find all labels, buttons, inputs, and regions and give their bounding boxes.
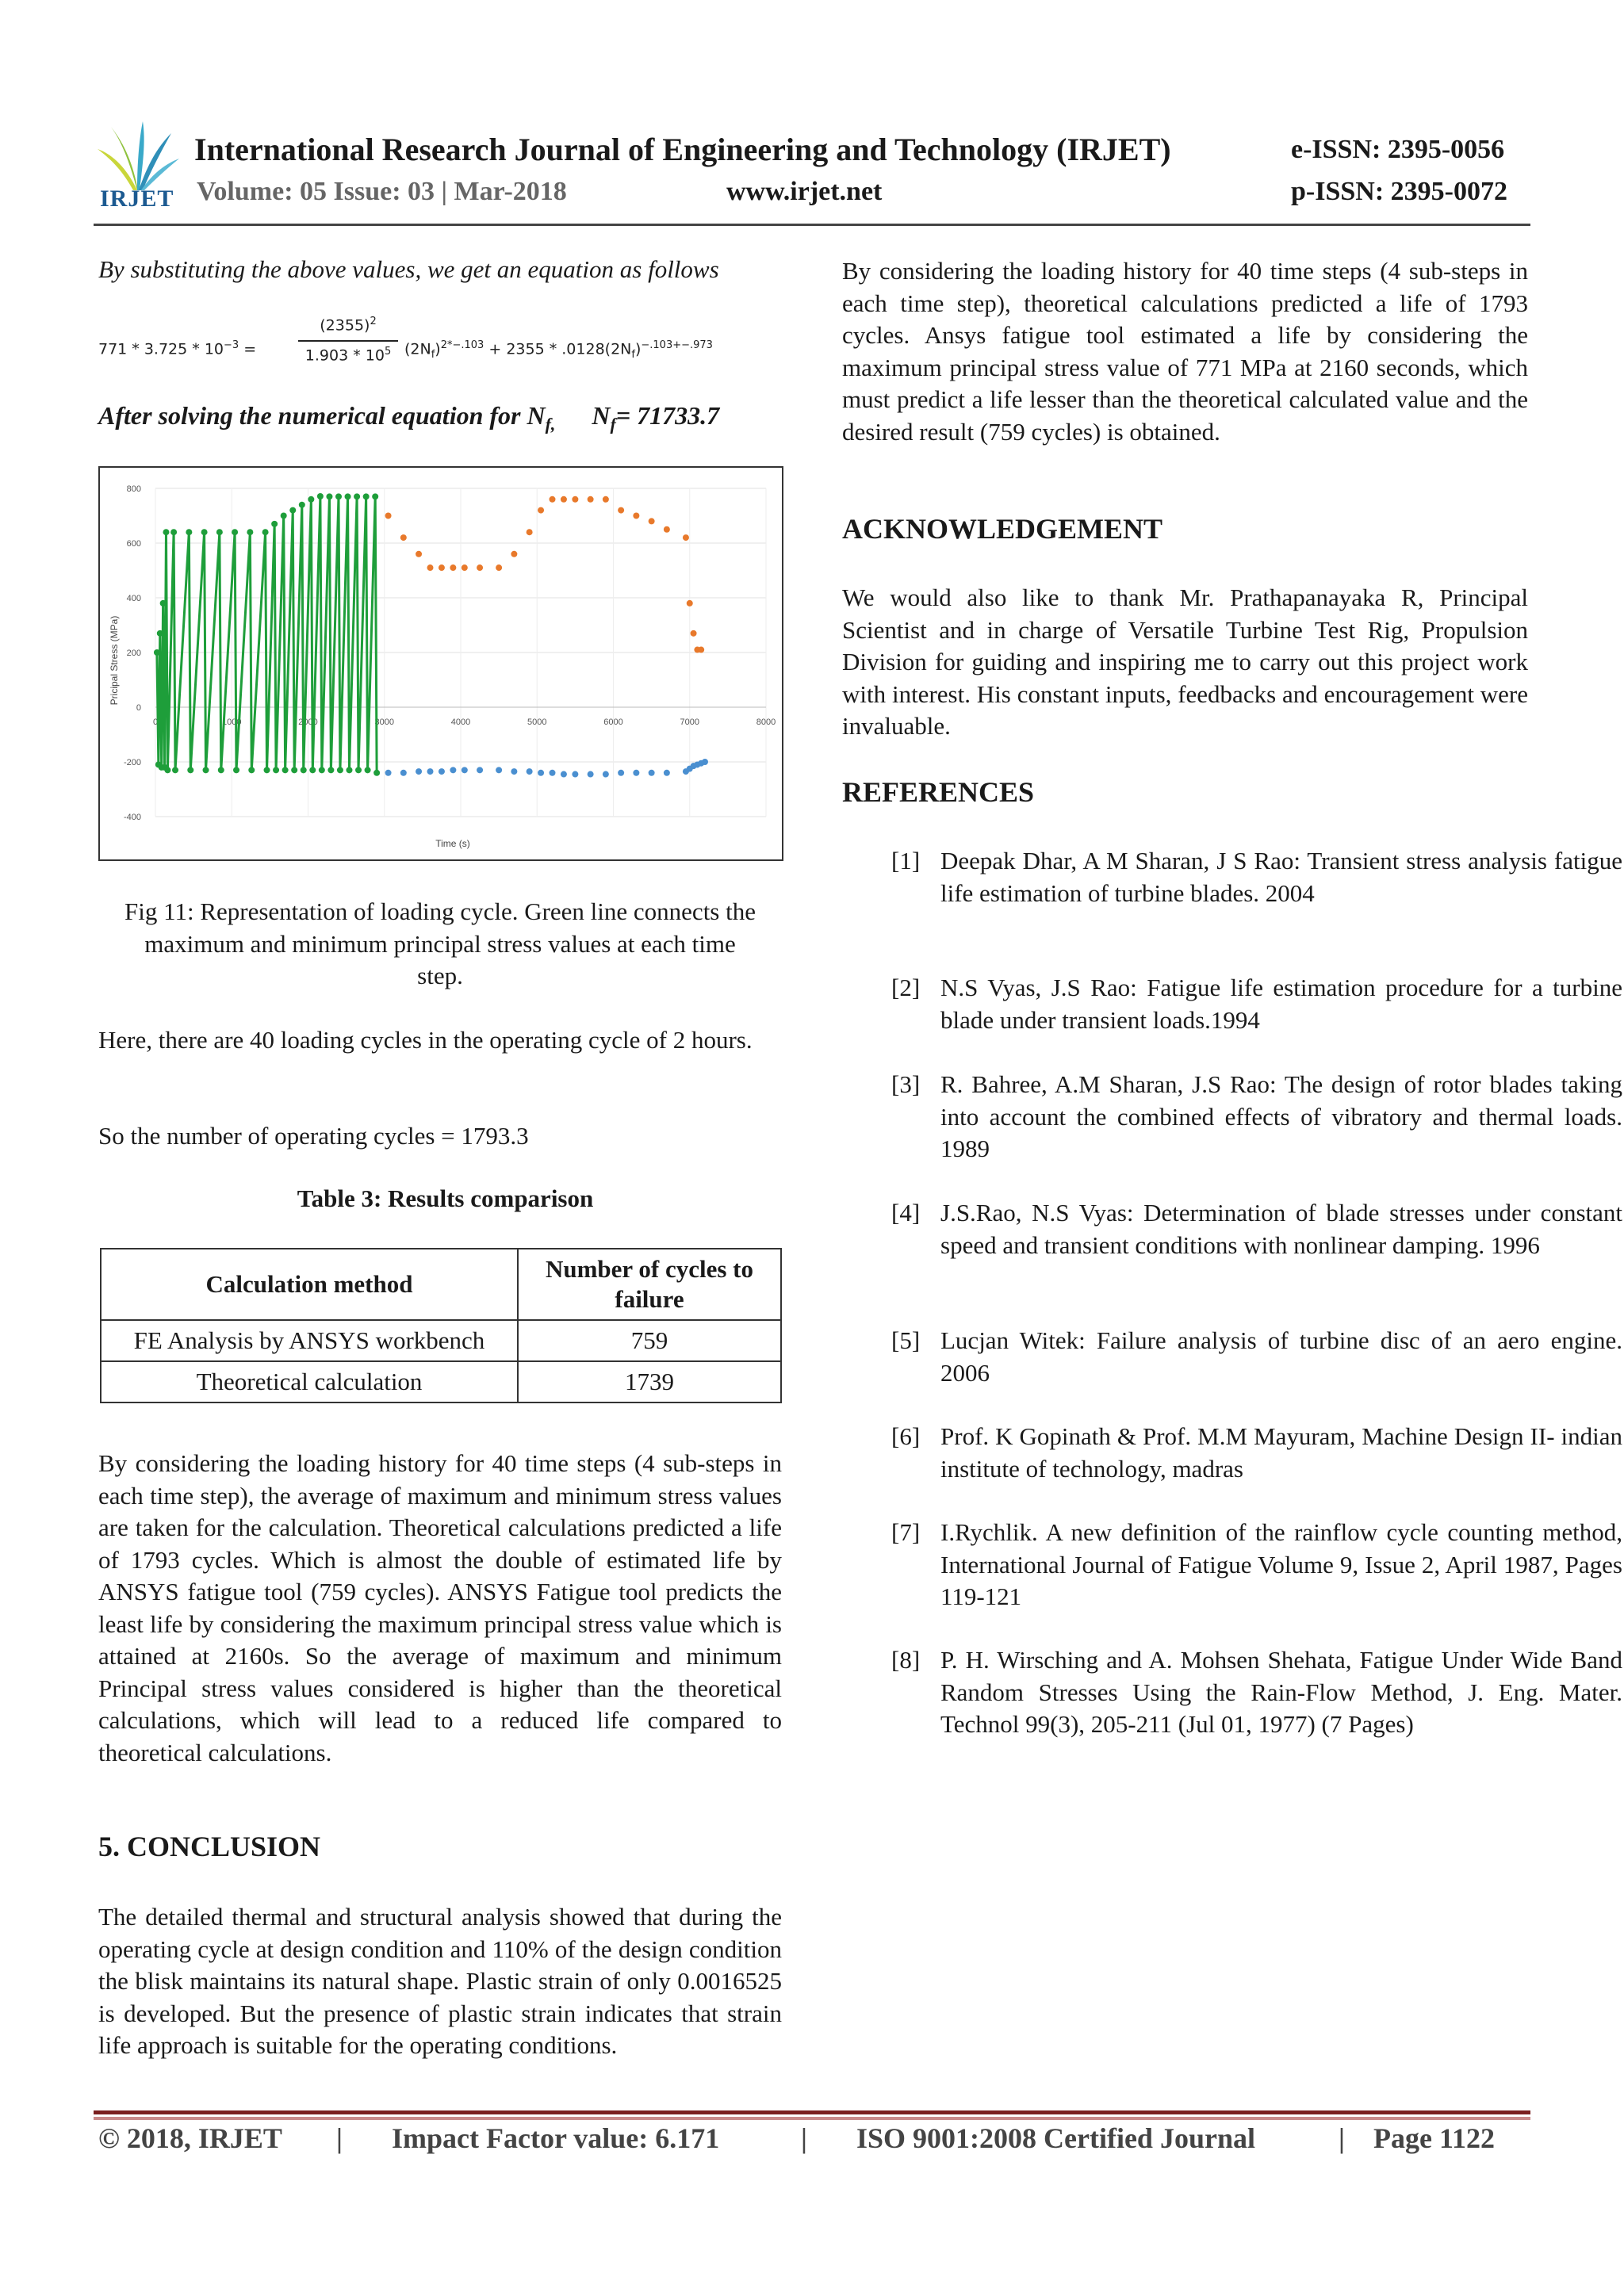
green-data-point	[327, 767, 334, 773]
green-data-point	[346, 767, 352, 773]
min-stress-point	[664, 770, 670, 776]
green-data-point	[308, 496, 314, 503]
journal-logo	[94, 117, 181, 211]
green-data-point	[187, 767, 193, 773]
reference-number: [2]	[891, 974, 921, 1001]
solve-result-symbol: N	[592, 401, 611, 430]
y-tick-label: -400	[123, 813, 141, 822]
green-data-point	[232, 529, 238, 535]
reference-number: [8]	[891, 1646, 921, 1674]
green-data-point	[160, 600, 167, 607]
table-cell-cycles: 1739	[518, 1361, 781, 1402]
eq-denominator: 1.903 * 10	[304, 346, 385, 365]
footer-separator: |	[801, 2122, 807, 2154]
x-tick-label: 2000	[298, 718, 318, 727]
x-tick-label: 6000	[603, 718, 623, 727]
table-cell-method: Theoretical calculation	[101, 1361, 518, 1402]
reference-text: Lucjan Witek: Failure analysis of turbine disc of an aero engine. 2006	[940, 1326, 1622, 1387]
table-row	[101, 1320, 781, 1361]
reference-item	[891, 972, 1624, 1043]
footer-rule-dark	[94, 2110, 1530, 2114]
green-data-point	[170, 529, 177, 535]
green-data-point	[363, 493, 370, 499]
eq-term2-exp: −.103+−.973	[641, 339, 713, 351]
eq-lhs-exp: −3	[224, 339, 239, 351]
x-axis-label: Time (s)	[435, 838, 470, 849]
green-data-point	[301, 767, 307, 773]
solve-result-sub: f	[610, 414, 616, 434]
acknowledgement-paragraph: We would also like to thank Mr. Prathapanayaka R, Principal Scientist and in charge of Versatile Turbine Test Rig, Propulsion Division for guiding and inspiring me to carry out this project work with interest. His constant inputs, feedbacks and encouragement were invaluable.	[842, 584, 1528, 740]
eq-numerator: (2355)	[320, 316, 370, 335]
max-stress-point	[385, 513, 392, 519]
min-stress-point	[527, 768, 533, 775]
reference-number: [4]	[891, 1199, 921, 1226]
min-stress-point	[588, 771, 594, 778]
reference-item	[891, 1517, 1624, 1612]
max-stress-point	[416, 551, 422, 557]
reference-item	[891, 1644, 1624, 1771]
green-data-point	[319, 767, 325, 773]
loading-cycle-chart	[98, 466, 783, 861]
reference-number: [7]	[891, 1518, 921, 1546]
journal-title: International Research Journal of Engineering and Technology (IRJET)	[194, 132, 1171, 167]
table-header-row	[101, 1249, 781, 1320]
green-data-point	[264, 767, 270, 773]
footer-iso: ISO 9001:2008 Certified Journal	[856, 2122, 1255, 2154]
table-header-cycles: Number of cycles to failure	[518, 1249, 781, 1320]
eq-term2: + 2355 * .0128(2N	[488, 340, 632, 358]
eq-term1: (2N	[404, 340, 431, 358]
max-stress-point	[538, 507, 544, 514]
green-data-point	[203, 767, 209, 773]
min-stress-point	[439, 768, 445, 775]
header-rule	[94, 224, 1530, 226]
footer-page-number: Page 1122	[1373, 2122, 1495, 2154]
min-stress-point	[550, 770, 556, 776]
min-stress-point	[702, 759, 708, 765]
green-data-point	[345, 493, 351, 499]
green-data-point	[373, 770, 380, 776]
min-stress-point	[416, 768, 422, 775]
conclusion-paragraph: The detailed thermal and structural analysis showed that during the operating cycle at design condition and 110% of the design condition the blisk maintains its natural shape. Plastic strain of only 0.0016525 is developed. But the presence of plastic strain indicates that strain life approach is suitable for the operating conditions.	[98, 1903, 782, 2059]
green-data-point	[186, 529, 192, 535]
min-stress-point	[572, 771, 578, 778]
max-stress-point	[691, 630, 697, 637]
green-data-point	[282, 767, 289, 773]
reference-number: [1]	[891, 847, 921, 874]
reference-number: [3]	[891, 1070, 921, 1098]
reference-text: P. H. Wirsching and A. Mohsen Shehata, Fatigue Under Wide Band Random Stresses Using the Rain-Flow Method, J. Eng. Mater. Technol 99(3), 205-211 (Jul 01, 1977) (7 Pages)	[940, 1646, 1622, 1738]
solve-line	[98, 401, 796, 434]
min-stress-point	[450, 767, 456, 773]
eq-term1-sub: f	[431, 349, 435, 362]
min-stress-point	[496, 767, 502, 773]
green-data-point	[372, 493, 378, 499]
green-data-point	[163, 529, 169, 535]
operating-cycles-paragraph: So the number of operating cycles = 1793.3	[98, 1122, 529, 1150]
green-zigzag-line	[157, 496, 377, 773]
y-tick-label: 0	[136, 703, 141, 713]
y-tick-label: 600	[126, 539, 141, 549]
min-stress-point	[603, 771, 609, 778]
min-stress-point	[511, 768, 517, 775]
green-data-point	[172, 767, 178, 773]
green-data-point	[201, 529, 208, 535]
max-stress-point	[477, 564, 483, 571]
max-stress-point	[603, 496, 609, 503]
min-stress-point	[477, 767, 483, 773]
y-tick-label: 400	[126, 594, 141, 603]
max-stress-point	[550, 496, 556, 503]
max-stress-point	[633, 513, 639, 519]
green-data-point	[355, 767, 362, 773]
green-data-point	[233, 767, 239, 773]
max-stress-point	[427, 564, 434, 571]
max-stress-point	[561, 496, 567, 503]
max-stress-point	[572, 496, 578, 503]
green-data-point	[291, 767, 297, 773]
footer-rule-light	[94, 2117, 1530, 2120]
green-data-point	[335, 493, 342, 499]
y-tick-label: 800	[126, 484, 141, 494]
max-stress-point	[511, 551, 517, 557]
reference-item	[891, 1069, 1624, 1164]
max-stress-point	[496, 564, 502, 571]
x-tick-label: 3000	[374, 718, 394, 727]
footer-separator: |	[1339, 2122, 1345, 2154]
green-data-point	[216, 529, 223, 535]
reference-number: [6]	[891, 1422, 921, 1450]
table-cell-cycles: 759	[518, 1320, 781, 1361]
e-issn: e-ISSN: 2395-0056	[1291, 135, 1505, 164]
reference-text: J.S.Rao, N.S Vyas: Determination of blade stresses under constant speed and transient conditions with nonlinear damping. 1996	[940, 1199, 1622, 1259]
green-data-point	[247, 529, 253, 535]
max-stress-point	[450, 564, 456, 571]
max-stress-point	[527, 529, 533, 535]
x-tick-label: 1000	[222, 718, 242, 727]
min-stress-point	[400, 770, 407, 776]
max-stress-point	[439, 564, 445, 571]
eq-term1-close: )	[435, 340, 441, 358]
reference-text: N.S Vyas, J.S Rao: Fatigue life estimation procedure for a turbine blade under transient loads.1994	[940, 974, 1622, 1034]
max-stress-point	[687, 600, 693, 607]
y-tick-label: 200	[126, 649, 141, 658]
equation-intro: By substituting the above values, we get an equation as follows	[98, 255, 719, 283]
fraction-bar	[298, 340, 398, 342]
reference-text: I.Rychlik. A new definition of the rainflow cycle counting method, International Journal of Fatigue Volume 9, Issue 2, April 1987, Pages 119-121	[940, 1518, 1622, 1610]
table-cell-method: FE Analysis by ANSYS workbench	[101, 1320, 518, 1361]
reference-item	[891, 1325, 1624, 1396]
eq-numerator-exp: 2	[370, 316, 377, 327]
y-tick-label: -200	[123, 758, 141, 767]
footer-impact-factor: Impact Factor value: 6.171	[392, 2122, 720, 2154]
green-data-point	[273, 767, 279, 773]
x-tick-label: 7000	[680, 718, 699, 727]
max-stress-point	[683, 534, 689, 541]
green-data-point	[337, 767, 343, 773]
min-stress-point	[462, 767, 468, 773]
green-data-point	[157, 630, 163, 637]
green-data-point	[218, 767, 224, 773]
reference-item	[891, 845, 1624, 940]
reference-item	[891, 1197, 1624, 1292]
right-intro-paragraph: By considering the loading history for 40 time steps (4 sub-steps in each time step), theoretical calculations predicted a life of 1793 cycles. Ansys fatigue tool estimated a life by considering the maximum principal stress value of 771 MPa at 2160 seconds, which must predict a life lesser than the theoretical calculated value and the desired result (759 cycles) is obtained.	[842, 257, 1528, 446]
eq-lhs: 771 * 3.725 * 10	[98, 340, 224, 358]
max-stress-point	[400, 534, 407, 541]
logo-text: IRJET	[100, 186, 174, 212]
solve-text: After solving the numerical equation for N	[98, 401, 546, 430]
references-heading: REFERENCES	[842, 776, 1035, 808]
green-data-point	[248, 767, 255, 773]
green-data-point	[299, 502, 305, 508]
footer-separator: |	[336, 2122, 343, 2154]
reference-number: [5]	[891, 1326, 921, 1354]
min-stress-point	[649, 770, 655, 776]
green-data-point	[271, 521, 278, 527]
volume-issue: Volume: 05 Issue: 03 | Mar-2018	[197, 177, 567, 206]
loading-cycles-paragraph: Here, there are 40 loading cycles in the operating cycle of 2 hours.	[98, 1026, 753, 1054]
min-stress-point	[427, 768, 434, 775]
x-tick-label: 5000	[527, 718, 547, 727]
acknowledgement-heading: ACKNOWLEDGEMENT	[842, 513, 1163, 545]
table-header-method: Calculation method	[101, 1249, 518, 1320]
eq-term1-exp: 2*−.103	[440, 339, 485, 351]
green-data-point	[154, 649, 160, 656]
table-title: Table 3: Results comparison	[297, 1184, 594, 1212]
green-data-point	[326, 493, 332, 499]
max-stress-point	[664, 526, 670, 533]
website-link[interactable]: www.irjet.net	[726, 177, 883, 206]
reference-text: Deepak Dhar, A M Sharan, J S Rao: Transient stress analysis fatigue life estimation of turbine blades. 2004	[940, 847, 1622, 907]
green-data-point	[164, 767, 170, 773]
reference-text: R. Bahree, A.M Sharan, J.S Rao: The design of rotor blades taking into account the combined effects of vibratory and thermal loads. 1989	[940, 1070, 1622, 1162]
conclusion-heading: 5. CONCLUSION	[98, 1831, 321, 1862]
eq-term2-sub: f	[631, 349, 635, 362]
max-stress-point	[462, 564, 468, 571]
figure-caption: Fig 11: Representation of loading cycle. Green line connects the maximum and minimum principal stress values at each time step.	[124, 897, 756, 989]
min-stress-point	[385, 770, 392, 776]
min-stress-point	[561, 771, 567, 778]
eq-denominator-exp: 5	[384, 346, 392, 358]
x-tick-label: 8000	[756, 718, 776, 727]
green-data-point	[309, 767, 316, 773]
max-stress-point	[588, 496, 594, 503]
chart-svg	[100, 468, 782, 859]
green-data-point	[365, 767, 371, 773]
footer-copyright: © 2018, IRJET	[98, 2122, 282, 2154]
min-stress-point	[633, 770, 639, 776]
x-tick-label: 0	[152, 718, 159, 727]
min-stress-point	[538, 770, 544, 776]
max-stress-point	[618, 507, 624, 514]
max-stress-point	[698, 647, 704, 653]
min-stress-point	[618, 770, 624, 776]
max-stress-point	[649, 518, 655, 524]
green-data-point	[262, 529, 269, 535]
solve-sub: f,	[545, 414, 556, 434]
table-row	[101, 1361, 781, 1402]
p-issn: p-ISSN: 2395-0072	[1291, 177, 1507, 206]
eq-term2-close: )	[634, 340, 642, 358]
x-tick-label: 4000	[450, 718, 471, 727]
green-data-point	[317, 493, 324, 499]
solve-result-value: = 71733.7	[615, 401, 720, 430]
results-table	[100, 1248, 782, 1403]
comparison-paragraph: By considering the loading history for 40 time steps (4 sub-steps in each time step), the average of maximum and minimum stress values are taken for the calculation. Theoretical calculations predicted a life of 1793 cycles. Which is almost the double of estimated life by ANSYS fatigue tool (759 cycles). ANSYS Fatigue tool predicts the least life by considering the maximum principal stress value which is attained at 2160s. So the average of maximum and minimum Principal stress values considered is higher than the theoretical calculations, which will lead to a reduced life compared to theoretical calculations.	[98, 1449, 782, 1766]
eq-equals: =	[243, 340, 257, 358]
fatigue-equation	[98, 316, 812, 379]
green-data-point	[354, 493, 360, 499]
reference-item	[891, 1421, 1624, 1492]
y-axis-label: Pricipal Stress (MPa)	[109, 615, 120, 706]
reference-text: Prof. K Gopinath & Prof. M.M Mayuram, Machine Design II- indian institute of technology, madras	[940, 1422, 1622, 1483]
green-data-point	[281, 513, 287, 519]
green-data-point	[289, 507, 296, 514]
